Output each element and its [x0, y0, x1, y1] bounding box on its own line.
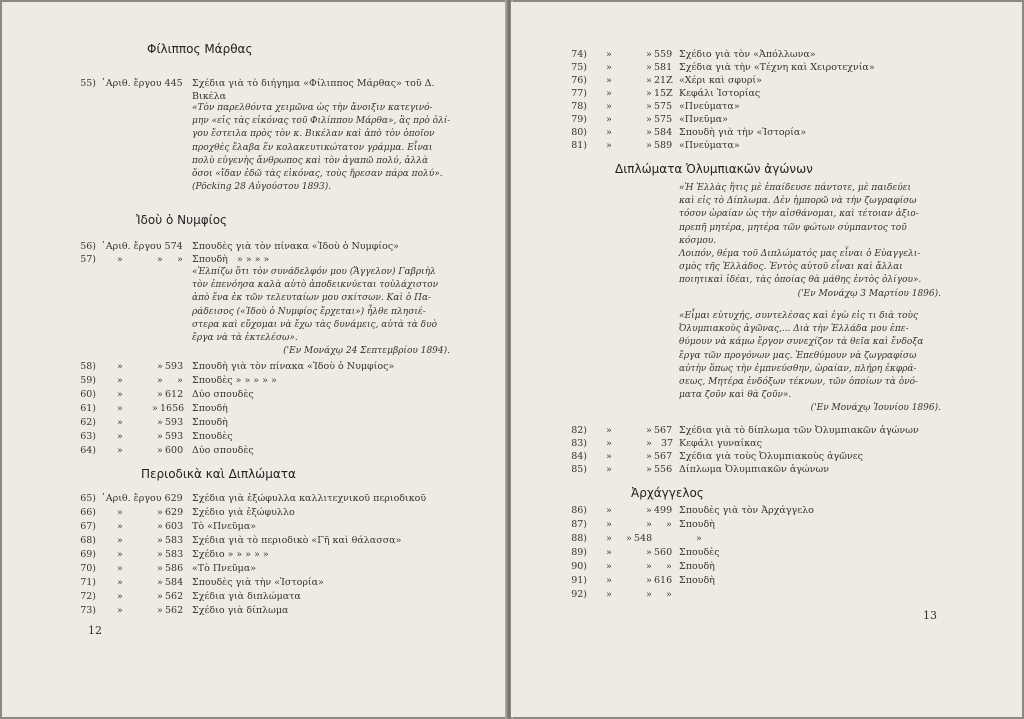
ditto: » — [606, 127, 612, 138]
ditto: » — [606, 505, 612, 516]
work-code: 612 — [165, 389, 184, 400]
entry-number: 56) — [80, 241, 96, 252]
ditto: » — [157, 507, 163, 518]
ditto: » — [117, 521, 123, 532]
work-code: 562 — [165, 605, 184, 616]
entry-number: 89) — [571, 547, 587, 558]
right-page — [511, 2, 1022, 717]
work-code: 584 — [165, 577, 184, 588]
quote-line: «Τὸν παρελθόντα χειμῶνα ὡς τὴν ἄνοιξιν κατεγινό- — [192, 103, 433, 113]
page-number: 13 — [923, 609, 937, 622]
entry-number: 78) — [571, 101, 587, 112]
ditto: » — [606, 533, 612, 544]
work-code: 575 — [654, 114, 673, 125]
work-code: 584 — [654, 127, 673, 138]
entry-desc: Σπουδὴ — [192, 254, 228, 265]
ditto: » — [606, 140, 612, 151]
entry-number: 86) — [571, 505, 587, 516]
entry-number: 82) — [571, 425, 587, 436]
ditto: » — [646, 451, 652, 462]
quote-date: (Pöcking 28 Αὐγούστου 1893). — [192, 182, 332, 193]
ditto: » — [606, 75, 612, 86]
work-code: » — [666, 589, 672, 600]
ditto: » — [157, 591, 163, 602]
quote-line: ὅσοι «ἴδαν ἐδῶ τὰς εἰκόνας, τοὺς ἤρεσαν πάρα πολύ». — [192, 169, 443, 180]
entry-desc: Δύο σπουδὲς — [192, 445, 254, 456]
work-code: 560 — [654, 547, 673, 558]
quote-line: αὐτὴν ὅπως τὴν ἐμπνεύσθην, ὡραίαν, πλήρη ἐκφρά- — [679, 363, 917, 374]
entry-desc: Σχέδιο γιὰ ἐξώφυλλο — [192, 507, 295, 518]
entry-number: 68) — [80, 535, 96, 546]
ditto: » — [157, 549, 163, 560]
entry-number: 79) — [571, 114, 587, 125]
quote-line: στερα καὶ εὔχομαι νὰ ἔχω τὰς δυνάμεις, αὐτὰ τὰ δυὸ — [192, 319, 437, 330]
quote-line: γου ἔστειλα πρὸς τὸν κ. Βικέλαν καὶ ἀπὸ τὸν ὁποῖον — [192, 129, 435, 140]
quote-line: «Ἡ Ἑλλὰς ἥτις μὲ ἐπαίδευσε πάντοτε, μὲ παιδεύει — [679, 183, 912, 193]
quote-line: μην «εἰς τὰς εἰκόνας τοῦ Φιλίππου Μάρθα», ἃς πρὸ ὀλί- — [192, 116, 451, 127]
entry-desc: Σχέδια γιὰ ἐξώφυλλα καλλιτεχνικοῦ περιοδικοῦ — [192, 493, 427, 504]
ditto: » — [626, 533, 632, 544]
work-code: 593 — [165, 431, 184, 442]
entry-number: 61) — [80, 403, 96, 414]
quote-line: ματα ζοῦν καὶ θὰ ζοῦν». — [679, 390, 792, 401]
quote-line: κόσμου. — [679, 235, 717, 246]
entry-desc: Δίπλωμα Ὀλυμπιακῶν ἀγώνων — [679, 464, 829, 475]
entry-ref: ᾿Αριθ. ἔργου 629 — [101, 493, 183, 504]
ditto: » — [646, 127, 652, 138]
work-code: 567 — [654, 451, 673, 462]
letter-quote — [679, 310, 941, 416]
heading-filippos-marthas: Φίλιππος Μάρθας — [147, 42, 253, 56]
entry-desc: Σπουδὴ γιὰ τὸν πίνακα «Ἰδοὺ ὁ Νυμφίος» — [192, 361, 395, 372]
ditto: » — [157, 431, 163, 442]
ditto: » — [606, 49, 612, 60]
ditto: » — [117, 605, 123, 616]
ditto: » — [177, 254, 183, 265]
ditto: » — [117, 577, 123, 588]
entry-number: 58) — [80, 361, 96, 372]
entry-desc: Κεφάλι γυναίκας — [679, 438, 762, 449]
quote-line: σμὸς τῆς Ἑλλάδος. Ἐντὸς αὐτοῦ εἶναι καὶ ἄλλαι — [679, 262, 903, 273]
work-code: 583 — [165, 535, 184, 546]
ditto: » — [152, 403, 158, 414]
entry-number: 81) — [571, 140, 587, 151]
ditto: » — [646, 464, 652, 475]
heading-periodika-diplomata: Περιοδικὰ καὶ Διπλώματα — [141, 467, 296, 481]
entry-desc: Κεφάλι Ἱστορίας — [679, 88, 761, 99]
entry-desc: Σπουδὲς » » » » » — [192, 375, 277, 386]
ditto: » — [646, 547, 652, 558]
ditto: » — [646, 101, 652, 112]
ditto: » — [117, 431, 123, 442]
work-code: 593 — [165, 361, 184, 372]
entry-desc: Τὸ «Πνεῦμα» — [192, 521, 257, 532]
entry-desc: Σπουδὴ — [679, 561, 715, 572]
entry-number: 75) — [571, 62, 587, 73]
entry-number: 64) — [80, 445, 96, 456]
entry-desc: Σπουδὴ — [192, 417, 228, 428]
quote-date: ('Εν Μονάχῳ Ἰουνίου 1896). — [810, 403, 941, 414]
work-code: 581 — [654, 62, 673, 73]
work-code: 548 — [634, 533, 653, 544]
work-code: 589 — [654, 140, 673, 151]
entry-desc: Σπουδὲς — [192, 431, 233, 442]
ditto: » — [157, 417, 163, 428]
entry-number: 63) — [80, 431, 96, 442]
quote-line: θύμουν νὰ κάμω ἔργον συνεχίζον τὰ θεῖα καὶ ἔνδοξα — [679, 337, 924, 348]
ditto: » — [646, 88, 652, 99]
work-code: 593 — [165, 417, 184, 428]
letter-quote — [192, 102, 450, 194]
entry-desc: «Πνεύματα» — [679, 101, 740, 112]
quote-line: «Εἶμαι εὐτυχής, συντελέσας καὶ ἐγὼ εἰς τι διὰ τοὺς — [679, 311, 919, 321]
ditto: » — [606, 464, 612, 475]
entry-ref: ᾿Αριθ. ἔργου 445 — [101, 78, 183, 89]
ditto: » — [117, 375, 123, 386]
quote-date: ('Εν Μονάχῳ 3 Μαρτίου 1896). — [797, 288, 941, 299]
entry-number: 59) — [80, 375, 96, 386]
ditto: » — [157, 361, 163, 372]
entry-desc: «Πνεῦμα» — [679, 114, 728, 125]
ditto: » — [606, 547, 612, 558]
left-page — [2, 2, 507, 717]
entry-number: 85) — [571, 464, 587, 475]
entry-desc: «Χέρι καὶ σφυρί» — [679, 75, 762, 86]
ditto: » — [157, 605, 163, 616]
ditto: » — [606, 62, 612, 73]
entry-desc: Σπουδὲς γιὰ τὸν πίνακα «Ἰδοὺ ὁ Νυμφίος» — [192, 241, 399, 252]
quote-line: καὶ εἰς τὸ Δίπλωμα. Δὲν ἠμπορῶ νὰ τὴν ζωγραφίσω — [679, 196, 917, 207]
quote-line: «Ἐλπίζω ὅτι τὸν συνάδελφόν μου (Ἄγγελον) Γαβριὴλ — [192, 267, 436, 277]
ditto: » — [646, 75, 652, 86]
entry-desc: Σπουδὴ — [679, 575, 715, 586]
entry-desc: Σχέδια γιὰ τὴν «Τέχνη καὶ Χειροτεχνία» — [679, 62, 875, 73]
ditto: » — [646, 62, 652, 73]
ditto: » — [117, 361, 123, 372]
ditto: » — [157, 389, 163, 400]
ditto: » — [646, 49, 652, 60]
entry-number: 92) — [571, 589, 587, 600]
work-code: 1656 — [160, 403, 185, 414]
ditto: » — [646, 589, 652, 600]
ditto: » — [117, 507, 123, 518]
entry-number: 65) — [80, 493, 96, 504]
quote-line: ἔργα τῶν προγόνων μας. Ἐπεθύμουν νὰ ζωγραφίσω — [679, 350, 917, 361]
entry-number: 80) — [571, 127, 587, 138]
ditto: » — [157, 521, 163, 532]
ditto: » — [157, 535, 163, 546]
ditto: » — [606, 451, 612, 462]
quote-line: προχθὲς ἔλαβα ἕν κολακευτικώτατον γράμμα. Εἶναι — [192, 142, 433, 153]
entry-number: 84) — [571, 451, 587, 462]
ditto: » — [606, 575, 612, 586]
entry-desc: Σχέδια γιὰ διπλώματα — [192, 591, 301, 602]
entry-number: 76) — [571, 75, 587, 86]
heading-idou-o-nymfios: Ἰδοὺ ὁ Νυμφίος — [136, 213, 228, 227]
heading-archangelos: Ἀρχάγγελος — [631, 486, 704, 500]
ditto: » — [606, 438, 612, 449]
entry-number: 73) — [80, 605, 96, 616]
work-code: 575 — [654, 101, 673, 112]
ditto: » — [117, 403, 123, 414]
quote-line: πρεπῆ μητέρα, μητέρα τῶν φώτων σύμπαντος τοῦ — [679, 222, 907, 233]
entry-desc: Σπουδὲς γιὰ τὴν «Ἱστορία» — [192, 577, 324, 588]
entry-desc: Σχέδια γιὰ τοὺς Ὀλυμπιακοὺς ἀγῶνες — [679, 451, 863, 462]
ditto: » — [646, 519, 652, 530]
letter-quote — [192, 266, 450, 358]
work-code: 559 — [654, 49, 673, 60]
entry-number: 67) — [80, 521, 96, 532]
ditto-group: » » » » — [237, 254, 270, 265]
ditto: » — [117, 417, 123, 428]
entry-number: 90) — [571, 561, 587, 572]
quote-line: τὸν ἐπενόησα καλὰ αὐτὸ ἀποδεικνύεται τοὐλάχιστον — [192, 280, 439, 291]
entry-ref: ᾿Αριθ. ἔργου 574 — [101, 241, 183, 252]
work-code: 586 — [165, 563, 184, 574]
ditto: » — [646, 114, 652, 125]
quote-line: Ὀλυμπιακοὺς ἀγῶνας,... Διὰ τὴν Ἑλλάδα μου ἐπε- — [679, 324, 909, 335]
entry-desc: Δύο σπουδὲς — [192, 389, 254, 400]
quote-line: ἔργα νὰ τὰ ἐκτελέσω». — [192, 333, 298, 344]
entry-desc: » — [696, 533, 702, 544]
ditto: » — [606, 101, 612, 112]
ditto: » — [646, 438, 652, 449]
work-code: 567 — [654, 425, 673, 436]
entry-number: 87) — [571, 519, 587, 530]
work-code: 21Ζ — [654, 75, 673, 86]
entry-desc: «Τὸ Πνεῦμα» — [192, 563, 257, 574]
entry-desc: Σπουδὴ γιὰ τὴν «Ἱστορία» — [679, 127, 807, 138]
quote-line: τόσον ὡραίαν ὡς τὴν αἰσθάνομαι, καὶ τέτοιαν ἀξιο- — [679, 209, 919, 220]
ditto: » — [157, 254, 163, 265]
entry-number: 71) — [80, 577, 96, 588]
ditto: » — [646, 561, 652, 572]
work-code: 499 — [654, 505, 673, 516]
entry-desc: Σχέδιο » » » » » — [192, 549, 269, 560]
work-code: 556 — [654, 464, 673, 475]
ditto: » — [157, 445, 163, 456]
entry-number: 55) — [80, 78, 96, 89]
ditto: » — [646, 425, 652, 436]
entry-desc-cont: Βικέλα — [192, 91, 227, 102]
quote-line: Λοιπόν, θέμα τοῦ Διπλώματός μας εἶναι ὁ Εὐαγγελι- — [679, 249, 921, 260]
quote-line: σεως, Μητέρα ἐνδόξων τέκνων, τῶν ὁποίων τὰ ὀνό- — [679, 377, 919, 388]
work-code: 629 — [165, 507, 184, 518]
ditto: » — [117, 535, 123, 546]
quote-line: ράδεισος («Ἰδοὺ ὁ Νυμφίος ἔρχεται») ἦλθε πλησιέ- — [192, 306, 426, 317]
entry-number: 69) — [80, 549, 96, 560]
entry-number: 70) — [80, 563, 96, 574]
ditto: » — [606, 561, 612, 572]
entry-number: 66) — [80, 507, 96, 518]
entry-number: 83) — [571, 438, 587, 449]
ditto: » — [117, 591, 123, 602]
entry-desc: Σχέδια γιὰ τὸ δίπλωμα τῶν Ὀλυμπιακῶν ἀγώνων — [679, 425, 919, 436]
quote-line: ἀπὸ ἕνα ἐκ τῶν τελευταίων μου σκίτσων. Καὶ ὁ Πα- — [192, 293, 432, 304]
quote-date: ('Εν Μονάχῳ 24 Σεπτεμβρίου 1894). — [283, 346, 450, 357]
quote-line: ποιητικαὶ ἰδέαι, τὰς ὁποίας θὰ μάθης ἐντὸς ὀλίγου». — [679, 275, 922, 286]
ditto: » — [117, 445, 123, 456]
entry-desc: Σχέδια γιὰ τὸ περιοδικὸ «Γῆ καὶ θάλασσα» — [192, 535, 402, 546]
work-code: 603 — [165, 521, 184, 532]
entry-desc: «Πνεύματα» — [679, 140, 740, 151]
ditto: » — [117, 563, 123, 574]
ditto: » — [646, 505, 652, 516]
work-code: 600 — [165, 445, 184, 456]
entry-number: 74) — [571, 49, 587, 60]
entry-number: 77) — [571, 88, 587, 99]
entry-number: 88) — [571, 533, 587, 544]
ditto: » — [606, 519, 612, 530]
work-code: » — [666, 561, 672, 572]
entry-number: 60) — [80, 389, 96, 400]
ditto: » — [606, 589, 612, 600]
entry-desc: Σπουδὲς — [679, 547, 720, 558]
ditto: » — [606, 88, 612, 99]
entry-desc: Σχέδιο γιὰ τὸν «Ἀπόλλωνα» — [679, 49, 816, 60]
work-code: 583 — [165, 549, 184, 560]
ditto: » — [157, 375, 163, 386]
ditto: » — [646, 575, 652, 586]
work-code: 15Ζ — [654, 88, 673, 99]
entry-number: 57) — [80, 254, 96, 265]
heading-olympic-diplomas: Διπλώματα Ὀλυμπιακῶν ἀγώνων — [615, 162, 813, 176]
entry-desc: Σπουδὴ — [679, 519, 715, 530]
letter-quote — [679, 182, 941, 301]
ditto: » — [117, 254, 123, 265]
ditto: » — [606, 425, 612, 436]
page-number: 12 — [88, 624, 102, 637]
ditto: » — [157, 563, 163, 574]
ditto: » — [117, 389, 123, 400]
quote-line: πολὺ εὐγενὴς ἄνθρωπος καὶ τὸν ἀγαπῶ πολύ, ἀλλὰ — [192, 155, 429, 166]
ditto: » — [157, 577, 163, 588]
work-code: » — [177, 375, 183, 386]
entry-desc: Σπουδὴ — [192, 403, 228, 414]
entry-desc: Σχέδιο γιὰ δίπλωμα — [192, 605, 289, 616]
work-code: » — [666, 519, 672, 530]
ditto: » — [117, 549, 123, 560]
work-code: 37 — [661, 438, 674, 449]
work-code: 616 — [654, 575, 673, 586]
entry-number: 91) — [571, 575, 587, 586]
ditto: » — [646, 140, 652, 151]
entry-number: 62) — [80, 417, 96, 428]
entry-number: 72) — [80, 591, 96, 602]
work-code: 562 — [165, 591, 184, 602]
ditto: » — [606, 114, 612, 125]
entry-desc: Σπουδὲς γιὰ τὸν Ἀρχάγγελο — [679, 505, 814, 516]
entry-desc: Σχέδια γιὰ τὸ διήγημα «Φίλιππος Μάρθας» τοῦ Δ. — [192, 78, 435, 89]
